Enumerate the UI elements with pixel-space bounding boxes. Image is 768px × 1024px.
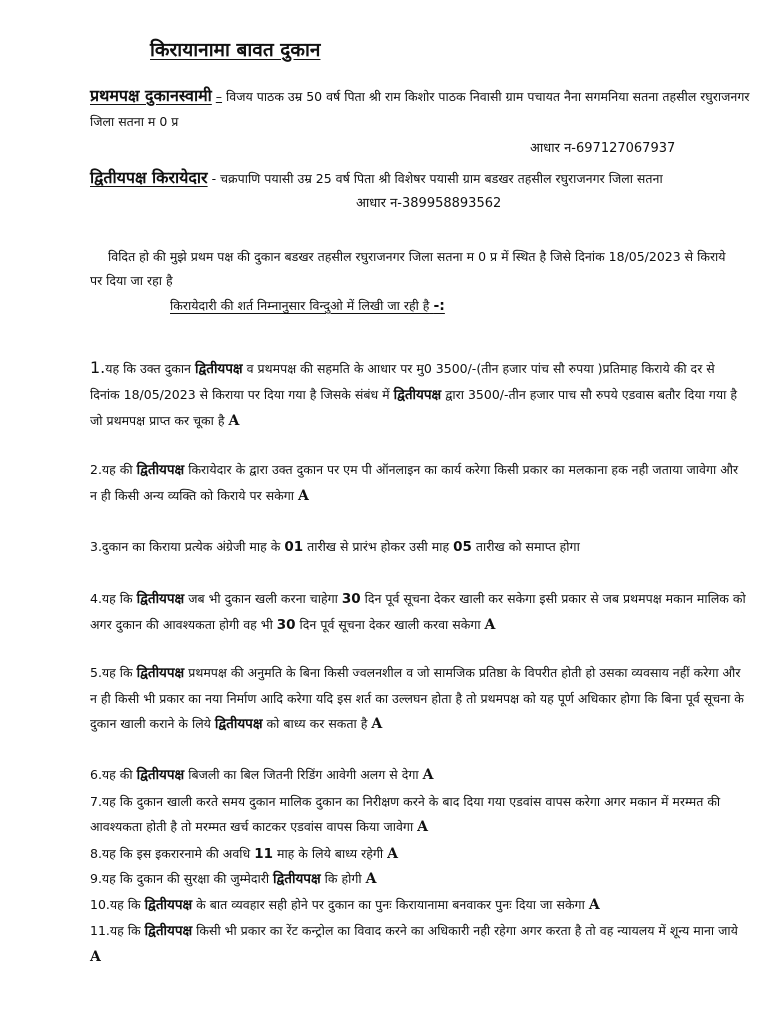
clause-text: यह कि उक्त दुकान: [105, 361, 195, 376]
initial-mark: A: [422, 767, 434, 783]
initial-mark: A: [298, 488, 309, 504]
clause-text: 6.यह की: [90, 767, 137, 782]
clause-text: 9.यह कि दुकान की सुरक्षा की जुम्मेदारी: [90, 871, 274, 886]
intro-text: विदित हो की मुझे प्रथम पक्ष की दुकान बडखर तहसील रघुराजनगर जिला सतना म 0 प्र में स्थित है जिसे दिनांक 18/05/2023 से किराये पर दिया जा रहा है: [90, 249, 726, 288]
clause-text: 2.यह की: [90, 462, 137, 477]
second-party-block: [90, 165, 750, 191]
second-party-separator: -: [211, 171, 217, 186]
clause-text: 11.यह कि: [90, 923, 145, 938]
day-count: 30: [341, 591, 361, 607]
clause-text: को बाध्य कर सकता है: [262, 716, 372, 731]
clause-text: 3.दुकान का किराया प्रत्येक अंग्रेजी माह के: [90, 539, 285, 554]
party-term: द्वितीयपक्ष: [136, 767, 185, 783]
initial-mark: A: [417, 819, 429, 835]
party-term: द्वितीयपक्ष: [136, 665, 185, 681]
clause-text: 8.यह कि इस इकरारनामे की अवधि: [90, 846, 255, 861]
clause-1: [90, 355, 748, 434]
second-party-details: चक्रपाणि पयासी उम्र 25 वर्ष पिता श्री विशेषर पयासी ग्राम बडखर तहसील रघुराजनगर जिला सतना: [220, 171, 663, 186]
clause-6: [90, 762, 748, 788]
clause-text: 4.यह कि: [90, 591, 137, 606]
day-count: 30: [276, 617, 296, 633]
clause-9: [90, 866, 748, 892]
date-number: 01: [284, 539, 304, 555]
clause-text: प्रथमपक्ष की अनुमति के बिना किसी ज्वलनशील व जो सामजिक प्रतिष्ठा के विपरीत होती हो उसका व्यवसाय नहीं करेगा और न ही किसी भी प्रकार का नया निर्माण आदि करेगा यदि इस शर्त का उल्लघन होता है तो प्रथमपक्ष को यह पूर्ण अधिकार होगा कि बिना पूर्व सूचना के दुकान खाली कराने के लिये: [90, 665, 744, 731]
clause-text: किसी भी प्रकार का रेंट कन्ट्रोल का विवाद करने का अधिकारी नही रहेगा अगर करता है तो वह न्यायलय में शून्य माना जाये: [192, 923, 738, 938]
party-term: द्वितीयपक्ष: [144, 923, 193, 939]
initial-mark: A: [228, 413, 240, 429]
clause-7: [90, 789, 748, 840]
clause-text: किरायेदार के द्वारा उक्त दुकान पर एम पी ऑनलाइन का कार्य करेगा किसी प्रकार का मलकाना हक नही जताया जावेगा और न ही किसी अन्य व्यक्ति को किराये पर सकेगा: [90, 462, 739, 503]
party-term: द्वितीयपक्ष: [136, 591, 185, 607]
duration-number: 11: [254, 846, 273, 862]
clause-number: 1.: [90, 358, 106, 377]
clause-11: [90, 918, 748, 970]
clause-text: व प्रथमपक्ष की सहमति के आधार पर मु0 3500/-(तीन हजार पांच सौ रुपया )प्रतिमाह किराये की दर से दिनांक 18/05/2023 से किराया पर दिया गया है जिसके संबंध में: [90, 361, 715, 402]
clause-text: द्वारा 3500/-तीन हजार पाच सौ रुपये एडवास बतौर दिया गया है जो प्रथमपक्ष प्राप्त कर चूका है: [90, 387, 737, 428]
clause-text: माह के लिये बाध्य रहेगी: [273, 846, 388, 861]
clause-text: कि होगी: [320, 871, 366, 886]
initial-mark: A: [90, 949, 101, 965]
clause-text: दिन पूर्व सूचना देकर खाली करवा सकेगा: [295, 617, 485, 632]
clause-text: 7.यह कि दुकान खाली करते समय दुकान मालिक दुकान का निरीक्षण करने के बाद दिया गया एडवांस वापस करेगा अगर मकान में मरम्मत की आवश्यकता होती है तो मरम्मत खर्च काटकर एडवांस वापस किया जावेगा: [90, 794, 721, 834]
first-party-block: [90, 83, 750, 134]
first-party-details: विजय पाठक उम्र 50 वर्ष पिता श्री राम किशोर पाठक निवासी ग्राम पचायत नैना सगमनिया सतना तहसील रघुराजनगर जिला सतना म 0 प्र: [90, 89, 750, 129]
clause-text: के बात व्यवहार सही होने पर दुकान का पुनः किरायानामा बनवाकर पुनः दिया जा सकेगा: [192, 897, 589, 912]
second-party-heading: द्वितीयपक्ष किरायेदार: [90, 168, 208, 187]
clause-text: बिजली का बिल जितनी रिडिंग आवेगी अलग से देगा: [184, 767, 423, 782]
second-party-aadhaar: आधार न-389958893562: [356, 196, 502, 211]
clause-text: तारीख को समाप्त होगा: [471, 539, 580, 554]
first-party-aadhaar: आधार न-697127067937: [530, 141, 676, 156]
clause-text: 5.यह कि: [90, 665, 137, 680]
clause-8: [90, 841, 748, 867]
initial-mark: A: [484, 617, 496, 633]
initial-mark: A: [371, 716, 383, 732]
party-term: द्वितीयपक्ष: [144, 897, 193, 913]
clause-10: [90, 892, 748, 918]
clause-2: [90, 457, 748, 509]
initial-mark: A: [387, 846, 398, 862]
party-term: द्वितीयपक्ष: [214, 716, 263, 732]
clause-text: तारीख से प्रारंभ होकर उसी माह: [303, 539, 454, 554]
party-term: द्वितीयपक्ष: [194, 361, 243, 377]
party-term: द्वितीयपक्ष: [393, 387, 442, 403]
document-title: किरायानामा बावत दुकान: [150, 39, 321, 61]
party-term: द्वितीयपक्ष: [273, 871, 321, 887]
first-party-separator: –: [215, 89, 223, 104]
clause-text: 10.यह कि: [90, 897, 145, 912]
clause-3: [90, 534, 748, 560]
clause-4: [90, 586, 748, 638]
initial-mark: A: [588, 897, 600, 913]
clause-5: [90, 660, 748, 737]
date-number: 05: [453, 539, 472, 555]
initial-mark: A: [365, 871, 377, 887]
clause-text: जब भी दुकान खली करना चाहेगा: [184, 591, 342, 606]
intro-paragraph: [90, 245, 740, 293]
conditions-heading-text: किरायेदारी की शर्त निम्नानुसार विन्दुओ में लिखी जा रही है: [170, 298, 430, 313]
conditions-heading: [170, 297, 445, 314]
clause-text: दिन पूर्व सूचना देकर खाली कर सकेगा इसी प्रकार से जब प्रथमपक्ष मकान मालिक को अगर दुकान की आवश्यकता होगी वह भी: [90, 591, 746, 632]
party-term: द्वितीयपक्ष: [136, 462, 185, 478]
first-party-heading: प्रथमपक्ष दुकानस्वामी: [90, 86, 212, 105]
conditions-mark: -:: [433, 298, 445, 314]
